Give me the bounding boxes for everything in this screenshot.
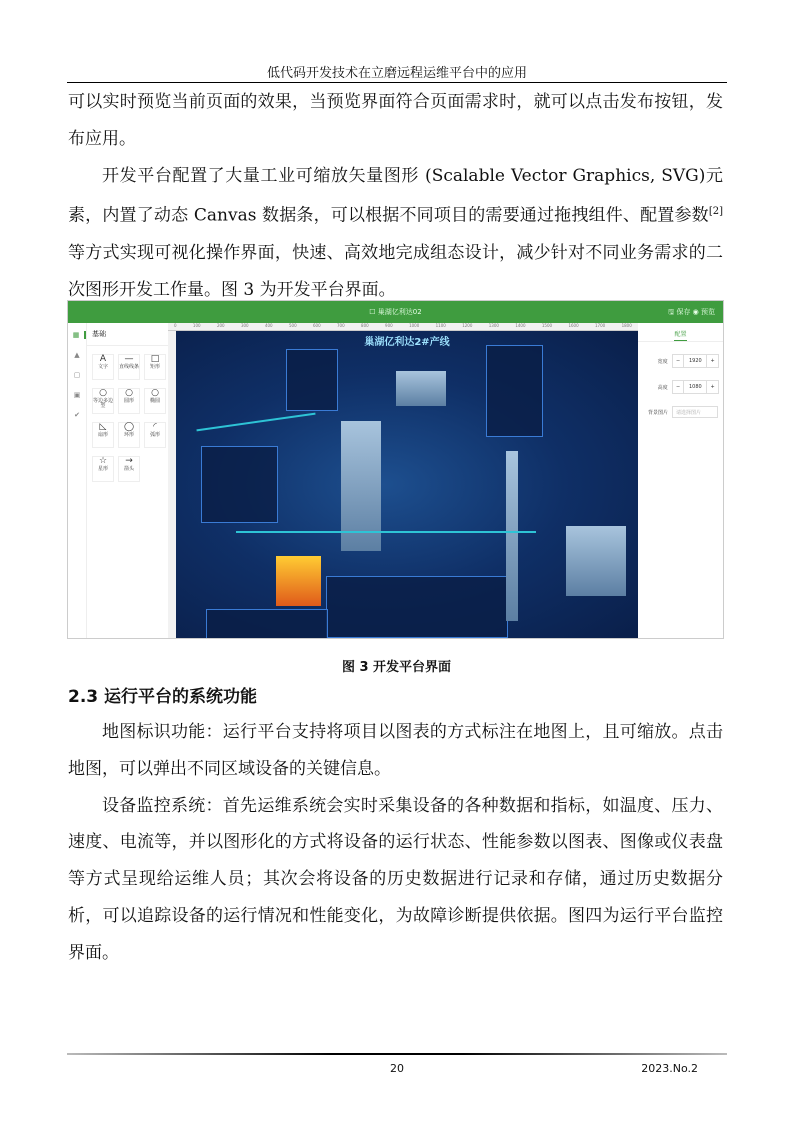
bg-row <box>642 406 719 418</box>
ruler-tick: 1200 <box>462 323 473 328</box>
sidebar-icons <box>68 323 87 638</box>
palette-item[interactable] <box>92 388 114 414</box>
canvas-title: 巢湖亿利达2#产线 <box>364 337 450 348</box>
shape-icon: □ <box>150 354 160 364</box>
ruler-tick: 1500 <box>541 323 553 328</box>
section-heading: 2.3 运行平台的系统功能 <box>68 687 258 707</box>
palette-item-label: 弧形 <box>149 431 160 438</box>
height-value[interactable]: 1080 <box>683 381 707 393</box>
bg-image-picker[interactable]: 请选择图片 <box>672 406 718 418</box>
palette-item[interactable] <box>118 422 140 448</box>
ruler-tick: 700 <box>337 323 345 328</box>
palette-item-label: 矩形 <box>149 363 160 370</box>
ruler-tick: 600 <box>313 323 321 328</box>
ruler-tick: 400 <box>264 323 273 328</box>
plus-button[interactable]: + <box>710 384 715 390</box>
palette-item[interactable] <box>144 422 166 448</box>
paragraph: 可以实时预览当前页面的效果，当预览界面符合页面需求时，就可以点击发布按钮，发布应用。 <box>68 92 723 149</box>
minus-button[interactable]: − <box>675 384 681 390</box>
paragraph <box>68 158 723 309</box>
plus-button[interactable]: + <box>710 358 715 364</box>
shape-icon: A <box>99 354 107 364</box>
ruler-tick: 1700 <box>595 323 606 328</box>
palette-item-label: 星形 <box>97 465 108 472</box>
data-panel[interactable] <box>206 609 328 639</box>
palette-item[interactable] <box>92 354 114 380</box>
palette-item-label: 等边多边型 <box>93 397 114 410</box>
ruler-tick: 1600 <box>568 323 579 328</box>
width-value[interactable]: 1920 <box>683 355 707 367</box>
config-panel <box>638 323 723 638</box>
palette-grid <box>86 346 168 490</box>
width-stepper[interactable] <box>672 354 719 368</box>
citation[interactable]: [2] <box>708 206 723 218</box>
palette-item-label: 箭头 <box>123 465 134 472</box>
data-panel[interactable] <box>326 576 508 638</box>
palette-item-label: 环形 <box>123 431 134 438</box>
tab-config[interactable] <box>638 323 723 342</box>
header-rule <box>67 82 727 83</box>
horizontal-ruler <box>168 323 638 331</box>
grid-icon[interactable]: ▦ <box>68 331 86 339</box>
height-label: 高度 <box>657 384 668 391</box>
conveyor <box>196 413 315 432</box>
ruler-tick: 800 <box>361 323 369 328</box>
width-row <box>642 354 719 368</box>
ruler-tick: 100 <box>192 323 201 328</box>
palette-item[interactable] <box>118 354 140 380</box>
ruler-tick: 1400 <box>515 323 526 328</box>
ruler-tick: 1100 <box>435 323 446 328</box>
silos[interactable] <box>566 526 626 596</box>
page-number: 20 <box>390 1062 404 1075</box>
app-title: ☐ 巢湖亿利达02 <box>369 308 422 316</box>
palette-title: 基础 <box>86 323 168 346</box>
app-topbar <box>68 301 723 323</box>
tab-label: 配置 <box>674 331 686 341</box>
shape-icon: ○ <box>125 388 133 398</box>
palette-item[interactable] <box>92 456 114 482</box>
paragraph-text: 开发平台配置了大量工业可缩放矢量图形 (Scalable Vector Graphics, SVG)元素，内置了动态 Canvas 数据条，可以根据不同项目的需要通过拖拽组件、配置参数 <box>68 165 723 227</box>
palette-item[interactable] <box>144 388 166 414</box>
shape-icon: ◯ <box>123 422 135 432</box>
design-canvas[interactable] <box>176 331 638 638</box>
figure-caption: 图 3 开发平台界面 <box>341 660 452 675</box>
ruler-tick: 1800 <box>621 323 632 328</box>
ruler-tick: 1000 <box>409 323 420 328</box>
ruler-tick: 900 <box>385 323 393 328</box>
paragraph-text: 等方式实现可视化操作界面，快速、高效地完成组态设计，减少针对不同业务需求的二次图形开发工作量。图 3 为开发平台界面。 <box>68 242 723 300</box>
elevator[interactable] <box>506 451 518 621</box>
palette-item-label: 椭圆 <box>149 397 160 404</box>
topbar-actions[interactable]: 🖫 保存 ◉ 预览 <box>668 308 715 316</box>
palette-item-label: 文字 <box>97 363 108 370</box>
furnace[interactable] <box>276 556 321 606</box>
ruler-tick: 300 <box>240 323 249 328</box>
palette-item[interactable] <box>118 456 140 482</box>
data-panel[interactable] <box>201 446 278 523</box>
minus-button[interactable]: − <box>675 358 681 364</box>
palette-item-label: 扇形 <box>97 431 108 438</box>
shape-icon: ○ <box>151 388 159 398</box>
palette-item-label: 直线线条 <box>119 363 140 370</box>
width-label: 宽度 <box>657 358 668 365</box>
shape-icon: ☆ <box>98 456 108 466</box>
component-palette <box>86 323 169 638</box>
height-stepper[interactable] <box>672 380 719 394</box>
body-bottom <box>68 714 723 972</box>
chart-icon[interactable]: ▲ <box>74 351 80 359</box>
figure-dev-platform-screenshot <box>67 300 724 639</box>
body-top <box>68 84 723 308</box>
ruler-tick: 500 <box>288 323 297 328</box>
paragraph: 设备监控系统：首先运维系统会实时采集设备的各种数据和指标，如温度、压力、速度、电流等，并以图形化的方式将设备的运行状态、性能参数以图表、图像或仪表盘等方式呈现给运维人员；其次会将设备的历史数据进行记录和存储，通过历史数据分析，可以追踪设备的运行情况和性能变化，为故障诊断提供依据。图四为运行平台监控界面。 <box>68 795 723 963</box>
palette-item-label: 圆形 <box>123 397 134 404</box>
paragraph: 地图标识功能：运行平台支持将项目以图表的方式标注在地图上，且可缩放。点击地图，可以弹出不同区域设备的关键信息。 <box>68 722 723 779</box>
pin-icon[interactable]: ✔ <box>74 411 80 419</box>
shape-icon: ○ <box>99 388 107 398</box>
shape-icon: ◺ <box>99 422 107 432</box>
shape-icon: ◜ <box>153 422 157 432</box>
running-header: 低代码开发技术在立磨远程运维平台中的应用 <box>266 66 527 81</box>
data-panel[interactable] <box>286 349 338 411</box>
issue-label: 2023.No.2 <box>641 1062 698 1075</box>
shape-icon: — <box>124 354 134 364</box>
pipe <box>236 531 536 533</box>
file-icon[interactable]: ▢ <box>73 371 81 379</box>
palette-item[interactable] <box>92 422 114 448</box>
shape-icon: → <box>125 456 133 466</box>
image-icon[interactable]: ▣ <box>73 391 81 399</box>
height-row <box>642 380 719 394</box>
palette-item[interactable] <box>118 388 140 414</box>
bg-label: 背景图片 <box>647 409 668 416</box>
ruler-tick: 1300 <box>488 323 499 328</box>
dust-collector[interactable] <box>396 371 446 406</box>
palette-item[interactable] <box>144 354 166 380</box>
data-panel[interactable] <box>486 345 543 437</box>
ruler-tick: 200 <box>216 323 225 328</box>
ruler-tick: 0 <box>174 323 177 328</box>
footer-rule <box>67 1053 727 1055</box>
